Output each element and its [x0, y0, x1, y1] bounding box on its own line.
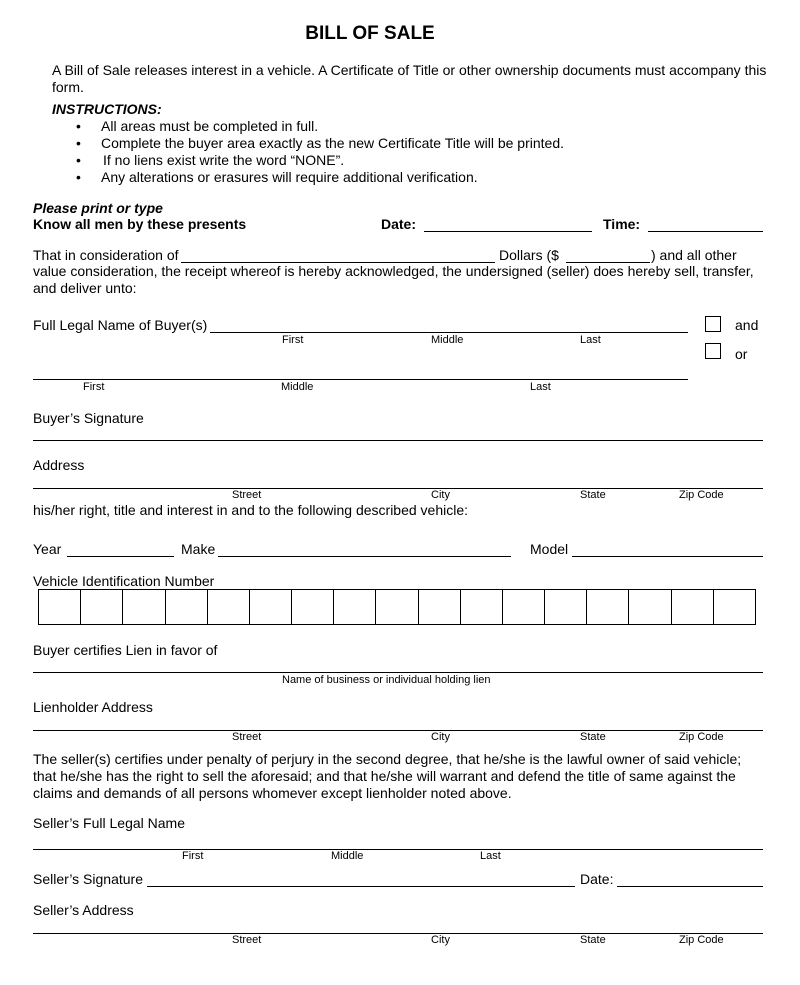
vin-cell[interactable] — [587, 590, 629, 624]
seller-date-field[interactable] — [617, 886, 763, 887]
seller-address-field[interactable] — [33, 933, 763, 934]
print-note: Please print or type — [33, 200, 163, 216]
certification-text: The seller(s) certifies under penalty of perjury in the second degree, that he/she is the lawful owner of said vehicle; that he/she has the right to sell the aforesaid; and that he/she will warrant and defend the title of same against the claims and demands of all persons whomever except lienholder noted above. — [33, 751, 742, 801]
buyer-name-label: Full Legal Name of Buyer(s) — [33, 317, 208, 333]
or-checkbox[interactable] — [705, 343, 721, 359]
vin-label: Vehicle Identification Number — [33, 573, 215, 589]
state-caption: State — [580, 731, 606, 743]
lienholder-name-field[interactable] — [33, 672, 763, 673]
model-field[interactable] — [572, 556, 763, 557]
state-caption: State — [580, 489, 606, 501]
vin-cell[interactable] — [208, 590, 250, 624]
make-label: Make — [181, 541, 216, 557]
vin-cell[interactable] — [39, 590, 81, 624]
dollars-label: Dollars ($ — [499, 247, 559, 263]
vin-cell[interactable] — [629, 590, 671, 624]
bullet-icon: • — [76, 169, 81, 185]
zip-caption: Zip Code — [679, 731, 724, 743]
vin-cell[interactable] — [166, 590, 208, 624]
last-caption: Last — [480, 850, 501, 862]
vin-cell[interactable] — [376, 590, 418, 624]
buyer2-name-field[interactable] — [33, 379, 688, 380]
lienholder-name-caption: Name of business or individual holding lien — [282, 674, 491, 686]
consideration-text: value consideration, the receipt whereof is hereby acknowledged, the undersigned (seller) does hereby sell, transfer, and deliver unto: — [33, 263, 754, 296]
buyer-signature-field[interactable] — [33, 440, 763, 441]
bullet-icon: • — [76, 152, 81, 168]
seller-address-label: Seller’s Address — [33, 902, 134, 918]
buyer-signature-label: Buyer’s Signature — [33, 410, 144, 426]
first-caption: First — [83, 381, 105, 393]
middle-caption: Middle — [431, 334, 464, 346]
instructions-heading: INSTRUCTIONS: — [52, 101, 162, 117]
lienholder-address-label: Lienholder Address — [33, 699, 153, 715]
street-caption: Street — [232, 731, 262, 743]
middle-caption: Middle — [331, 850, 364, 862]
and-checkbox[interactable] — [705, 316, 721, 332]
seller-name-field[interactable] — [33, 849, 763, 850]
street-caption: Street — [232, 489, 262, 501]
vehicle-intro: his/her right, title and interest in and to the following described vehicle: — [33, 502, 469, 518]
year-field[interactable] — [67, 556, 174, 557]
vin-cell[interactable] — [461, 590, 503, 624]
vin-cell[interactable] — [334, 590, 376, 624]
date-field[interactable] — [424, 231, 592, 232]
city-caption: City — [431, 489, 450, 501]
city-caption: City — [431, 731, 450, 743]
seller-signature-field[interactable] — [147, 886, 575, 887]
buyer-address-label: Address — [33, 457, 85, 473]
street-caption: Street — [232, 934, 262, 946]
and-label: and — [735, 317, 759, 333]
city-caption: City — [431, 934, 450, 946]
time-field[interactable] — [648, 231, 763, 232]
vin-cell[interactable] — [672, 590, 714, 624]
vin-cell[interactable] — [292, 590, 334, 624]
vin-cell[interactable] — [81, 590, 123, 624]
vin-cell[interactable] — [419, 590, 461, 624]
or-label: or — [735, 346, 748, 362]
know-all-text: Know all men by these presents — [33, 216, 247, 232]
first-caption: First — [182, 850, 204, 862]
vin-cell[interactable] — [123, 590, 165, 624]
vin-grid — [38, 589, 756, 625]
model-label: Model — [530, 541, 569, 557]
instruction-item: If no liens exist write the word “NONE”. — [103, 152, 345, 168]
vin-cell[interactable] — [503, 590, 545, 624]
consideration-prefix: That in consideration of — [33, 247, 179, 263]
instruction-item: Complete the buyer area exactly as the new Certificate Title will be printed. — [101, 135, 565, 151]
buyer-address-field[interactable] — [33, 488, 763, 489]
state-caption: State — [580, 934, 606, 946]
zip-caption: Zip Code — [679, 489, 724, 501]
middle-caption: Middle — [281, 381, 314, 393]
instruction-item: Any alterations or erasures will require additional verification. — [101, 169, 478, 185]
instruction-item: All areas must be completed in full. — [101, 118, 319, 134]
zip-caption: Zip Code — [679, 934, 724, 946]
intro-text: A Bill of Sale releases interest in a vehicle. A Certificate of Title or other ownership documents must accompany this form. — [52, 62, 767, 95]
seller-date-label: Date: — [580, 871, 614, 887]
vin-cell[interactable] — [250, 590, 292, 624]
bullet-icon: • — [76, 118, 81, 134]
vin-cell[interactable] — [545, 590, 587, 624]
page-title: BILL OF SALE — [305, 23, 435, 44]
lien-label: Buyer certifies Lien in favor of — [33, 642, 218, 658]
date-label: Date: — [381, 216, 417, 232]
seller-signature-label: Seller’s Signature — [33, 871, 143, 887]
last-caption: Last — [530, 381, 551, 393]
last-caption: Last — [580, 334, 601, 346]
bullet-icon: • — [76, 135, 81, 151]
consideration-suffix: ) and all other — [651, 247, 737, 263]
seller-name-label: Seller’s Full Legal Name — [33, 815, 185, 831]
make-field[interactable] — [218, 556, 511, 557]
lienholder-address-field[interactable] — [33, 730, 763, 731]
first-caption: First — [282, 334, 304, 346]
time-label: Time: — [603, 216, 641, 232]
buyer-name-field[interactable] — [210, 332, 688, 333]
vin-cell[interactable] — [714, 590, 755, 624]
year-label: Year — [33, 541, 62, 557]
